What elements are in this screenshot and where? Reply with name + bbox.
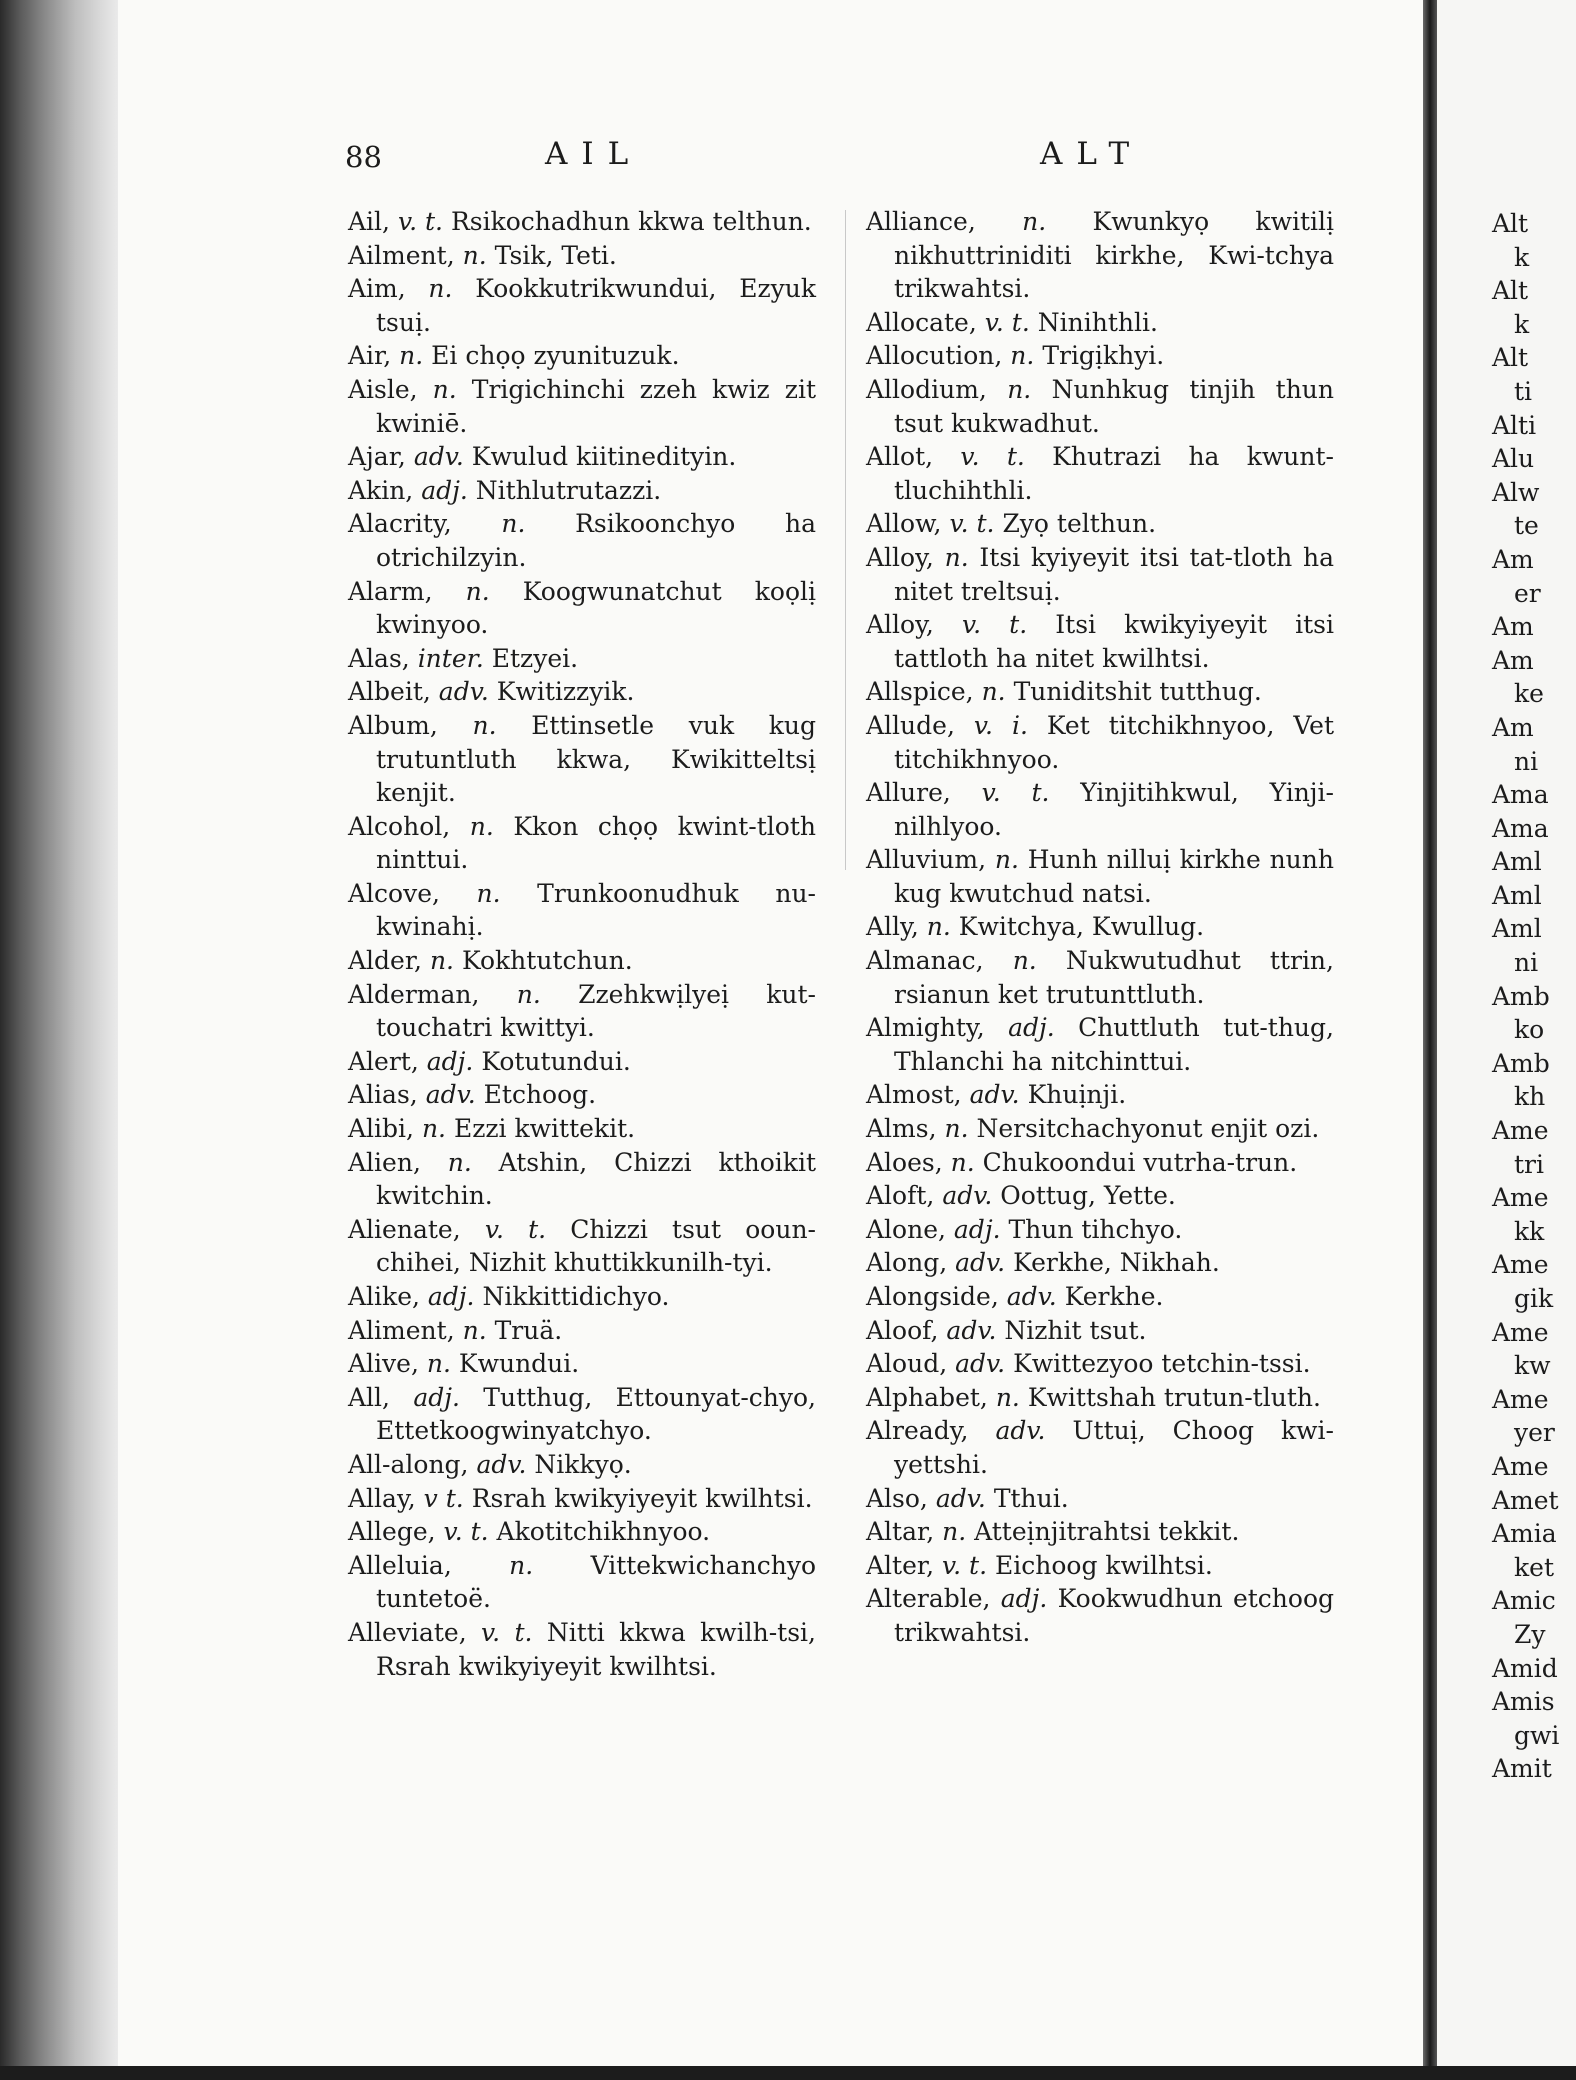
entry-part-of-speech: n. xyxy=(432,374,457,404)
entry-definition: Ket titchikhnyoo, Vet titchikhnyoo. xyxy=(894,710,1335,774)
entry-headword: Allay, xyxy=(348,1483,416,1513)
adjacent-page-fragment: Aml xyxy=(1492,914,1542,944)
entry-definition: Kokhtutchun. xyxy=(461,946,633,976)
entry-headword: Aim, xyxy=(348,274,406,304)
dictionary-entry xyxy=(348,205,816,239)
adjacent-page-fragment: Aml xyxy=(1492,847,1542,877)
dictionary-entry xyxy=(348,1280,816,1314)
entry-part-of-speech: adj. xyxy=(426,1046,474,1076)
dictionary-entry xyxy=(866,709,1334,776)
entry-headword: Allure, xyxy=(866,778,951,808)
entry-part-of-speech: n. xyxy=(944,1114,969,1144)
page-number: 88 xyxy=(345,140,382,174)
entry-definition: Kwittezyoo tetchin-tssi. xyxy=(1013,1349,1311,1379)
dictionary-entry xyxy=(866,675,1334,709)
dictionary-entry xyxy=(348,1381,816,1448)
entry-definition: Kkon chọọ kwint-tloth ninttui. xyxy=(376,811,816,875)
dictionary-entry xyxy=(348,810,816,877)
dictionary-entry xyxy=(348,1616,816,1683)
entry-definition: Nizhit tsut. xyxy=(1004,1315,1147,1345)
adjacent-page-fragment: Am xyxy=(1492,612,1534,642)
entry-headword: All-along, xyxy=(348,1449,469,1479)
adjacent-page-fragment: Ame xyxy=(1492,1183,1549,1213)
entry-headword: Alien, xyxy=(348,1147,421,1177)
adjacent-page-fragment: tri xyxy=(1514,1149,1544,1179)
entry-definition: Uttuị, Choog kwi-yettshi. xyxy=(894,1416,1334,1479)
dictionary-entry xyxy=(866,1213,1334,1247)
dictionary-entry xyxy=(348,1549,816,1616)
entry-part-of-speech: n. xyxy=(428,274,453,304)
entry-part-of-speech: v. t. xyxy=(949,509,995,539)
dictionary-entry xyxy=(866,1011,1334,1078)
entry-part-of-speech: v. t. xyxy=(481,1617,533,1647)
dictionary-entry xyxy=(866,1146,1334,1180)
entry-headword: Almanac, xyxy=(866,946,984,976)
entry-part-of-speech: v. t. xyxy=(984,307,1030,337)
entry-definition: Ninihthli. xyxy=(1037,307,1158,337)
dictionary-entry xyxy=(866,507,1334,541)
dictionary-entry xyxy=(348,877,816,944)
entry-definition: Tutthug, Ettounyat-chyo, Ettetkoogwinyatchyo. xyxy=(376,1382,816,1446)
entry-part-of-speech: n. xyxy=(944,542,969,572)
dictionary-entry xyxy=(348,1482,816,1516)
entry-definition: Akotitchikhnyoo. xyxy=(496,1517,711,1547)
dictionary-entry xyxy=(348,239,816,273)
dictionary-entry xyxy=(866,910,1334,944)
entry-definition: Atteịnjitrahtsi tekkit. xyxy=(974,1517,1240,1547)
adjacent-page-fragment: Amit xyxy=(1492,1754,1552,1784)
entry-part-of-speech: n. xyxy=(1012,946,1037,976)
entry-part-of-speech: v. i. xyxy=(973,710,1028,740)
entry-definition: Kerkhe, Nikhah. xyxy=(1013,1248,1220,1278)
adjacent-page-fragment: Ame xyxy=(1492,1451,1549,1481)
entry-headword: Allodium, xyxy=(866,374,987,404)
adjacent-page-fragment: Zy xyxy=(1514,1619,1546,1649)
entry-headword: Alive, xyxy=(348,1349,419,1379)
entry-definition: Nunhkug tinjih thun tsut kukwadhut. xyxy=(894,374,1334,438)
adjacent-page-fragment: yer xyxy=(1514,1418,1555,1448)
adjacent-page-fragment: er xyxy=(1514,578,1541,608)
entry-headword: Alder, xyxy=(348,946,422,976)
adjacent-page-fragment: kk xyxy=(1514,1216,1545,1246)
entry-definition: Kwitchya, Kwullug. xyxy=(958,912,1205,942)
entry-headword: Ally, xyxy=(866,912,919,942)
entry-part-of-speech: adv. xyxy=(955,1248,1006,1278)
entry-definition: Nikkyọ. xyxy=(534,1449,632,1479)
entry-definition: Tuniditshit tutthug. xyxy=(1013,677,1262,707)
dictionary-entry xyxy=(866,306,1334,340)
entry-definition: Eichoog kwilhtsi. xyxy=(995,1550,1213,1580)
entry-headword: Alter, xyxy=(866,1550,935,1580)
entry-part-of-speech: adv. xyxy=(413,442,464,472)
entry-part-of-speech: n. xyxy=(995,1382,1020,1412)
dictionary-entry xyxy=(348,1146,816,1213)
dictionary-entry xyxy=(348,507,816,574)
adjacent-page-fragment: te xyxy=(1514,511,1539,541)
dictionary-entry xyxy=(348,1112,816,1146)
entry-definition: Tsik, Teti. xyxy=(494,240,617,270)
adjacent-page-fragment: k xyxy=(1514,242,1530,272)
entry-definition: Ei chọọ zyunituzuk. xyxy=(431,341,680,371)
entry-headword: Alcove, xyxy=(348,878,440,908)
adjacent-page-fragment: gik xyxy=(1514,1284,1554,1313)
entry-part-of-speech: n. xyxy=(509,1550,534,1580)
dictionary-entry xyxy=(348,474,816,508)
dictionary-entry xyxy=(348,1515,816,1549)
entry-headword: Albeit, xyxy=(348,677,431,707)
adjacent-page-fragment: Amic xyxy=(1492,1586,1556,1616)
entry-part-of-speech: n. xyxy=(476,878,501,908)
entry-headword: Allude, xyxy=(866,710,955,740)
entry-definition: Trigịkhyi. xyxy=(1042,341,1165,371)
entry-definition: Nitti kkwa kwilh-tsi, Rsrah kwikyiyeyit kwilhtsi. xyxy=(376,1617,816,1681)
dictionary-entry xyxy=(866,1515,1334,1549)
entry-definition: Chukoondui vutrha-trun. xyxy=(982,1147,1298,1177)
entry-definition: Ettinsetle vuk kug trutuntluth kkwa, Kwikitteltsị kenjit. xyxy=(376,710,817,808)
entry-definition: Kwunkyọ kwitilị nikhuttriniditi kirkhe, Kwi-tchya trikwahtsi. xyxy=(894,207,1335,304)
entry-headword: Alms, xyxy=(866,1114,937,1144)
entry-headword: Alluvium, xyxy=(866,845,987,875)
dictionary-entry xyxy=(348,1448,816,1482)
entry-part-of-speech: adv. xyxy=(955,1349,1006,1379)
entry-headword: Alphabet, xyxy=(866,1382,988,1412)
entry-part-of-speech: n. xyxy=(421,1114,447,1144)
entry-part-of-speech: n. xyxy=(399,341,424,371)
dictionary-entry xyxy=(866,843,1334,910)
right-column xyxy=(866,205,1334,1650)
entry-headword: Alongside, xyxy=(866,1282,999,1311)
dictionary-entry xyxy=(866,1582,1334,1649)
adjacent-page-fragment: Alti xyxy=(1492,410,1537,440)
entry-definition: Kwittshah trutun-tluth. xyxy=(1027,1382,1321,1412)
adjacent-page-column xyxy=(1492,207,1559,1786)
entry-part-of-speech: v. t. xyxy=(484,1214,547,1244)
entry-definition: Chuttluth tut-thug, Thlanchi ha nitchinttui. xyxy=(894,1013,1334,1076)
dictionary-entry xyxy=(866,608,1334,675)
entry-headword: Ajar, xyxy=(348,442,406,472)
dictionary-entry xyxy=(866,339,1334,373)
entry-headword: Album, xyxy=(348,710,438,740)
adjacent-page-fragment: Amid xyxy=(1492,1653,1558,1683)
dictionary-entry xyxy=(348,373,816,440)
dictionary-entry xyxy=(866,205,1334,306)
entry-part-of-speech: inter. xyxy=(417,643,484,673)
adjacent-page-fragment: ket xyxy=(1514,1552,1554,1582)
column-divider xyxy=(845,210,846,870)
dictionary-entry xyxy=(348,1314,816,1348)
entry-part-of-speech: n. xyxy=(462,240,487,270)
adjacent-page-fragment: Ame xyxy=(1492,1250,1549,1280)
adjacent-page-fragment: Alt xyxy=(1492,209,1529,238)
entry-headword: Aloes, xyxy=(866,1147,943,1177)
dictionary-entry xyxy=(348,944,816,978)
adjacent-page-fragment: Amb xyxy=(1492,981,1550,1011)
entry-definition: Etzyei. xyxy=(491,643,579,673)
dictionary-entry xyxy=(866,1314,1334,1348)
adjacent-page-fragment: Aml xyxy=(1492,880,1542,910)
entry-definition: Kookwudhun etchoog trikwahtsi. xyxy=(894,1584,1335,1647)
entry-definition: Chizzi tsut ooun-chihei, Nizhit khuttikkunilh-tyi. xyxy=(376,1214,816,1278)
entry-part-of-speech: adj. xyxy=(413,1382,460,1412)
dictionary-entry xyxy=(348,440,816,474)
entry-headword: Alienate, xyxy=(348,1214,461,1244)
dictionary-entry xyxy=(348,1045,816,1079)
entry-headword: Alloy, xyxy=(866,542,934,572)
entry-part-of-speech: adj. xyxy=(427,1282,475,1311)
entry-headword: Alas, xyxy=(348,643,410,673)
entry-part-of-speech: n. xyxy=(1010,341,1035,371)
entry-headword: Ailment, xyxy=(348,240,455,270)
entry-part-of-speech: n. xyxy=(465,576,490,606)
entry-headword: Aloft, xyxy=(866,1181,935,1211)
entry-headword: Almost, xyxy=(866,1080,962,1110)
entry-part-of-speech: v. t. xyxy=(961,610,1028,640)
entry-definition: Rsrah kwikyiyeyit kwilhtsi. xyxy=(471,1483,813,1513)
entry-part-of-speech: n. xyxy=(447,1147,472,1177)
entry-part-of-speech: adv. xyxy=(935,1483,986,1513)
entry-part-of-speech: n. xyxy=(950,1147,975,1177)
adjacent-page-fragment: Amet xyxy=(1492,1485,1559,1515)
entry-part-of-speech: v. t. xyxy=(981,778,1050,808)
entry-part-of-speech: n. xyxy=(472,710,497,740)
entry-definition: Nikkittidichyo. xyxy=(482,1282,670,1311)
entry-headword: Ail, xyxy=(348,207,390,236)
dictionary-entry xyxy=(866,1246,1334,1280)
entry-definition: Rsikoonchyo ha otrichilzyin. xyxy=(376,509,817,572)
entry-part-of-speech: adv. xyxy=(995,1416,1046,1446)
dictionary-entry xyxy=(866,776,1334,843)
running-head-right: ALT xyxy=(1040,136,1144,172)
dictionary-entry xyxy=(348,339,816,373)
entry-definition: Thun tihchyo. xyxy=(1008,1214,1183,1244)
adjacent-page-fragment: ko xyxy=(1514,1015,1545,1045)
entry-definition: Nukwutudhut ttrin, rsianun ket trutunttluth. xyxy=(894,946,1334,1009)
entry-part-of-speech: n. xyxy=(942,1517,967,1547)
entry-part-of-speech: adv. xyxy=(438,677,489,707)
entry-headword: Aisle, xyxy=(348,374,418,404)
adjacent-page-fragment: ni xyxy=(1514,948,1539,978)
entry-headword: Alert, xyxy=(348,1046,419,1076)
entry-headword: Alcohol, xyxy=(348,811,451,841)
adjacent-page-fragment: Amb xyxy=(1492,1048,1550,1078)
entry-part-of-speech: adv. xyxy=(476,1449,527,1479)
left-column xyxy=(348,205,816,1683)
entry-definition: Itsi kwikyiyeyit itsi tattloth ha nitet kwilhtsi. xyxy=(894,610,1334,673)
entry-headword: Alias, xyxy=(348,1080,418,1110)
entry-definition: Nersitchachyonut enjit ozi. xyxy=(976,1114,1320,1144)
entry-definition: Kwitizzyik. xyxy=(496,677,635,707)
entry-definition: Kerkhe. xyxy=(1064,1282,1164,1311)
entry-part-of-speech: v. t. xyxy=(397,207,443,236)
dictionary-entry xyxy=(866,1414,1334,1481)
adjacent-page-fragment: gwi xyxy=(1514,1720,1560,1750)
adjacent-page-fragment: k xyxy=(1514,309,1530,339)
dictionary-entry xyxy=(348,709,816,810)
dictionary-entry xyxy=(348,642,816,676)
entry-headword: Allege, xyxy=(348,1517,436,1547)
entry-headword: Alloy, xyxy=(866,610,934,640)
entry-headword: Allocate, xyxy=(866,307,977,337)
adjacent-page-fragment: ti xyxy=(1514,376,1533,406)
entry-headword: Allot, xyxy=(866,442,934,472)
dictionary-entry xyxy=(348,978,816,1045)
entry-definition: Hunh nilluị kirkhe nunh kug kwutchud natsi. xyxy=(894,845,1334,908)
entry-part-of-speech: n. xyxy=(469,811,494,841)
dictionary-entry xyxy=(866,1347,1334,1381)
entry-headword: Aloud, xyxy=(866,1349,948,1379)
entry-definition: Khutrazi ha kwunt-tluchihthli. xyxy=(894,442,1335,505)
entry-headword: Alacrity, xyxy=(348,509,452,539)
entry-headword: Alone, xyxy=(866,1214,946,1244)
entry-headword: Alderman, xyxy=(348,979,480,1009)
adjacent-page-fragment: Amia xyxy=(1492,1519,1557,1549)
dictionary-entry xyxy=(348,272,816,339)
entry-headword: Alleluia, xyxy=(348,1550,452,1580)
entry-definition: Rsikochadhun kkwa telthun. xyxy=(450,207,812,236)
entry-part-of-speech: n. xyxy=(429,946,455,976)
entry-part-of-speech: adv. xyxy=(1006,1282,1057,1311)
entry-part-of-speech: adv. xyxy=(969,1080,1020,1110)
dictionary-entry xyxy=(866,1112,1334,1146)
entry-part-of-speech: n. xyxy=(462,1315,487,1345)
entry-part-of-speech: n. xyxy=(516,979,541,1009)
dictionary-entry xyxy=(866,1078,1334,1112)
entry-headword: Almighty, xyxy=(866,1013,985,1043)
entry-headword: Akin, xyxy=(348,475,414,505)
entry-part-of-speech: v t. xyxy=(423,1483,464,1513)
entry-definition: Tthui. xyxy=(993,1483,1069,1513)
scan-bottom-edge xyxy=(0,2066,1576,2080)
dictionary-entry xyxy=(348,1347,816,1381)
entry-definition: Truä. xyxy=(494,1315,563,1345)
adjacent-page-fragment: Am xyxy=(1492,712,1534,742)
entry-headword: Alarm, xyxy=(348,576,433,606)
adjacent-page-fragment: Am xyxy=(1492,645,1534,675)
entry-part-of-speech: n. xyxy=(926,912,951,942)
entry-definition: Trunkoonudhuk nu-kwinahị. xyxy=(376,878,816,942)
entry-headword: Also, xyxy=(866,1483,928,1513)
adjacent-page-fragment: Ame xyxy=(1492,1116,1549,1146)
entry-part-of-speech: adj. xyxy=(953,1214,1001,1244)
entry-definition: Trigichinchi zzeh kwiz zit kwiniē. xyxy=(376,374,816,438)
adjacent-page-fragment: kw xyxy=(1514,1351,1551,1381)
entry-definition: Zyọ telthun. xyxy=(1002,509,1157,539)
entry-part-of-speech: adj. xyxy=(1008,1013,1055,1043)
adjacent-page-fragment: Ama xyxy=(1492,813,1549,843)
dictionary-entry xyxy=(348,575,816,642)
entry-definition: Etchoog. xyxy=(483,1080,597,1110)
entry-definition: Khuịnji. xyxy=(1027,1080,1127,1110)
entry-definition: Kwulud kiitinedityin. xyxy=(471,442,737,472)
entry-part-of-speech: adv. xyxy=(942,1181,993,1211)
dictionary-entry xyxy=(866,1381,1334,1415)
adjacent-page-fragment: Ama xyxy=(1492,780,1549,810)
entry-definition: Itsi kyiyeyit itsi tat-tloth ha nitet treltsuị. xyxy=(894,542,1334,606)
entry-definition: Oottug, Yette. xyxy=(1000,1181,1176,1211)
dictionary-entry xyxy=(866,541,1334,608)
entry-headword: Along, xyxy=(866,1248,948,1278)
entry-definition: Nithlutrutazzi. xyxy=(475,475,662,505)
entry-part-of-speech: n. xyxy=(426,1349,451,1379)
entry-part-of-speech: v. t. xyxy=(960,442,1025,472)
entry-headword: Altar, xyxy=(866,1517,935,1547)
entry-headword: Aloof, xyxy=(866,1315,939,1345)
entry-part-of-speech: n. xyxy=(1022,207,1047,236)
adjacent-page-fragment: Alw xyxy=(1492,477,1540,507)
dictionary-entry xyxy=(348,1213,816,1280)
entry-headword: Alliance, xyxy=(866,207,976,236)
entry-definition: Ezzi kwittekit. xyxy=(453,1114,636,1144)
dictionary-entry xyxy=(866,1179,1334,1213)
adjacent-page-fragment: kh xyxy=(1514,1082,1546,1112)
adjacent-page-fragment: Amis xyxy=(1492,1687,1555,1717)
entry-headword: Allspice, xyxy=(866,677,974,707)
entry-headword: Aliment, xyxy=(348,1315,455,1345)
entry-definition: Atshin, Chizzi kthoikit kwitchin. xyxy=(376,1147,816,1211)
entry-part-of-speech: adv. xyxy=(425,1080,476,1110)
entry-definition: Zzehkwịlyeị kut-touchatri kwittyi. xyxy=(376,979,816,1043)
adjacent-page-fragment: Alt xyxy=(1492,276,1529,306)
entry-headword: Alibi, xyxy=(348,1114,414,1144)
entry-definition: Vittekwichanchyo tuntetoë. xyxy=(376,1550,817,1614)
book-spine-shadow xyxy=(0,0,118,2080)
entry-headword: Alleviate, xyxy=(348,1617,467,1647)
entry-headword: Alterable, xyxy=(866,1584,991,1614)
page-gutter xyxy=(1423,0,1437,2080)
entry-part-of-speech: n. xyxy=(1007,374,1032,404)
entry-definition: Kotutundui. xyxy=(481,1046,631,1076)
dictionary-entry xyxy=(866,1482,1334,1516)
dictionary-entry xyxy=(866,1280,1334,1314)
adjacent-page-fragment: ke xyxy=(1514,679,1544,709)
entry-definition: Koogwunatchut koọlị kwinyoo. xyxy=(376,576,817,640)
dictionary-entry xyxy=(348,1078,816,1112)
adjacent-page-fragment: Alt xyxy=(1492,343,1529,373)
adjacent-page-fragment: Alu xyxy=(1492,444,1535,474)
entry-headword: Already, xyxy=(866,1416,969,1446)
adjacent-page-fragment: Am xyxy=(1492,544,1534,574)
entry-part-of-speech: n. xyxy=(501,509,526,539)
entry-definition: Kwundui. xyxy=(458,1349,580,1379)
entry-headword: Allow, xyxy=(866,509,942,539)
entry-definition: Yinjitihkwul, Yinji-nilhlyoo. xyxy=(894,778,1334,841)
dictionary-entry xyxy=(866,373,1334,440)
dictionary-entry xyxy=(866,1549,1334,1583)
running-head-left: AIL xyxy=(545,136,643,172)
entry-part-of-speech: n. xyxy=(981,677,1006,707)
dictionary-entry xyxy=(866,944,1334,1011)
entry-headword: Allocution, xyxy=(866,341,1003,371)
entry-part-of-speech: v. t. xyxy=(942,1550,988,1580)
entry-definition: Kookkutrikwundui, Ezyuk tsuị. xyxy=(376,274,817,337)
adjacent-page-fragment: Ame xyxy=(1492,1317,1549,1347)
entry-part-of-speech: v. t. xyxy=(443,1517,489,1547)
entry-headword: Air, xyxy=(348,341,392,371)
entry-part-of-speech: adj. xyxy=(421,475,468,505)
entry-headword: All, xyxy=(348,1382,390,1412)
adjacent-page-fragment: Ame xyxy=(1492,1384,1549,1414)
dictionary-entry xyxy=(866,440,1334,507)
entry-part-of-speech: adv. xyxy=(946,1315,997,1345)
entry-headword: Alike, xyxy=(348,1282,420,1311)
adjacent-page-fragment: ni xyxy=(1514,746,1539,776)
dictionary-entry xyxy=(348,675,816,709)
entry-part-of-speech: adj. xyxy=(1000,1584,1048,1614)
entry-part-of-speech: n. xyxy=(994,845,1019,875)
